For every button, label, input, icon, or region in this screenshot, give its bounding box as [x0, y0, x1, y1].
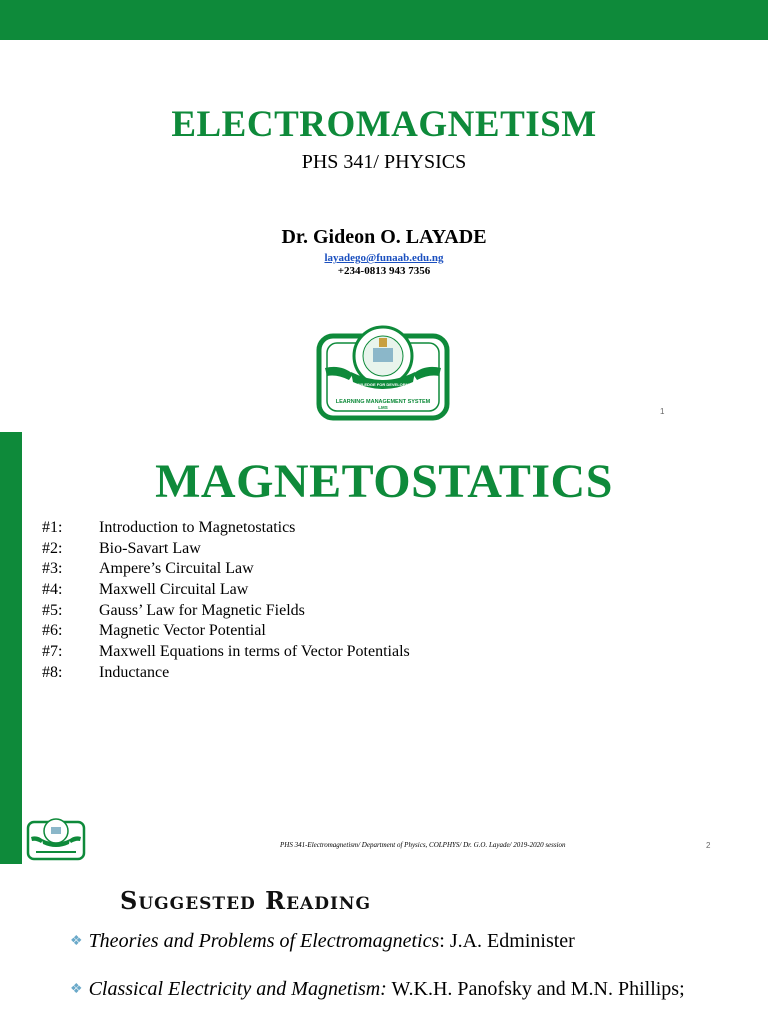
diamond-bullet-icon: ❖ [70, 934, 83, 949]
reference-title: Theories and Problems of Electromagnetics [88, 930, 440, 952]
list-item [42, 663, 410, 684]
topic-number: #4: [42, 581, 63, 599]
slide-2 [0, 432, 768, 864]
topic-text: Maxwell Equations in terms of Vector Potentials [99, 643, 410, 661]
diamond-bullet-icon: ❖ [70, 982, 83, 997]
topic-number: #2: [42, 539, 63, 557]
topic-text: Inductance [99, 663, 170, 681]
reading-title: Suggested Reading [120, 886, 371, 915]
university-logo-small [26, 815, 86, 861]
top-green-bar [0, 0, 768, 40]
topic-number: #1: [42, 519, 63, 536]
topic-text: Introduction to Magnetostatics [99, 519, 296, 536]
logo-line2: LMS [378, 405, 388, 410]
list-item [42, 580, 410, 601]
slide-3 [0, 864, 768, 1024]
slide-1 [0, 0, 768, 432]
logo-line1: LEARNING MANAGEMENT SYSTEM [335, 399, 431, 405]
logo-banner-text: KNOWLEDGE FOR DEVELOPMENT [349, 382, 417, 387]
author-email-link[interactable]: layadego@funaab.edu.ng [324, 252, 444, 264]
slide-footer: PHS 341-Electromagnetism/ Department of Physics, COLPHYS/ Dr. G.O. Layade/ 2019-2020 session [280, 841, 566, 849]
list-item [42, 621, 410, 642]
reference-item [70, 929, 710, 954]
reference-title: Classical Electricity and Magnetism: [88, 978, 387, 1000]
topic-list [42, 518, 410, 684]
topic-text: Gauss’ Law for Magnetic Fields [99, 601, 305, 619]
topic-text: Maxwell Circuital Law [99, 581, 249, 599]
list-item [42, 518, 410, 539]
course-code: PHS 341/ PHYSICS [301, 151, 467, 173]
author-name: Dr. Gideon O. LAYADE [281, 226, 487, 248]
topic-number: #6: [42, 622, 63, 640]
topic-number: #7: [42, 643, 63, 661]
list-item [42, 642, 410, 663]
list-item [42, 559, 410, 580]
topic-text: Ampere’s Circuital Law [99, 560, 254, 578]
topic-number: #3: [42, 560, 63, 578]
list-item [42, 601, 410, 622]
topic-text: Magnetic Vector Potential [99, 622, 266, 640]
course-title: ELECTROMAGNETISM [171, 104, 597, 145]
topic-number: #8: [42, 663, 63, 681]
reference-author: W.K.H. Panofsky and M.N. Phillips; [391, 978, 685, 1000]
section-title: MAGNETOSTATICS [155, 455, 613, 508]
page-number: 2 [706, 841, 711, 850]
reference-author: J.A. Edminister [449, 930, 575, 952]
university-lms-logo [315, 318, 451, 422]
list-item [42, 539, 410, 560]
reference-separator: : [439, 930, 450, 952]
author-phone: +234-0813 943 7356 [337, 265, 431, 277]
topic-number: #5: [42, 601, 63, 619]
reference-item [70, 977, 710, 1002]
page-number: 1 [660, 407, 665, 416]
topic-text: Bio-Savart Law [99, 539, 201, 557]
